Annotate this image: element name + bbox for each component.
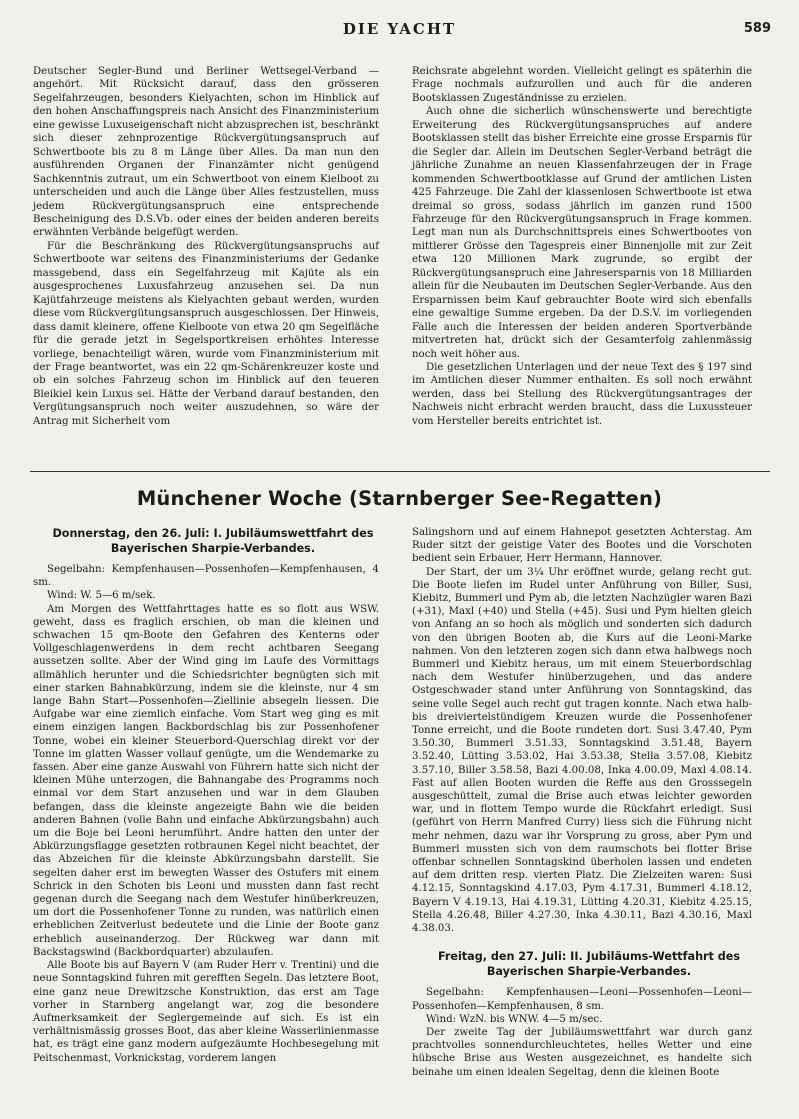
paragraph: Der Start, der um 3¼ Uhr eröffnet wurde, gelang recht gut. Die Boote liefen im Rudel unter Anführung von Biller, Susi, Kiebitz, Bummerl und Pym ab, die letzten Nachzügler waren Bazi (+31), Maxl (+40) und Stella (+45). Susi und Pym hielten gleich von Anfang an so hoch als möglich und sonderten sich dadurch von den übrigen Booten ab, die Kurs auf die Leoni-Marke nahmen. Von den letzteren zogen sich dann etwa halbwegs noch Bummerl und Kiebitz heraus, um mit einem Steuerbordschlag nach dem Westufer hinüberzugehen, und das andere Ostgeschwader stand unter Anführung von Sonntagskind, das seine volle Segel auch recht gut tragen konnte. Nach etwa halb- bis dreiviertelstündigem Kreuzen wurde die Possenhofener Tonne erreicht, und die Boote rundeten dort. Susi 3.47.40, Pym 3.50.30, Bummerl 3.51.33, Sonntagskind 3.51.48, Bayern 3.52.40, Lütting 3.53.02, Hai 3.53.38, Stella 3.57.08, Kiebitz 3.57.10, Biller 3.58.58, Bazi 4.00.08, Inka 4.00.09, Maxl 4.08.14. Fast auf allen Booten wurden die Reffe aus den Grosssegeln ausgeschüttelt, zumal die Brise auch etwas leichter geworden war, und in flottem Tempo wurde die Rückfahrt erledigt. Susi (geführt von Herrn Manfred Curry) liess sich die Führung nicht mehr nehmen, dazu war ihr Vorsprung zu gross, aber Pym und Bummerl mussten sich von dem raumschots bei flotter Brise offenbar schnellen Sonntagskind überholen lassen und endeten auf dem dritten resp. vierten Platz. Die Zielzeiten waren: Susi 4.12.15, Sonntagskind 4.17.03, Pym 4.17.31, Bummerl 4.18.12, Bayern V 4.19.13, Hai 4.19.31, Lütting 4.20.31, Kiebitz 4.25.15, Stella 4.26.48, Biller 4.27.30, Inka 4.30.11, Bazi 4.30.16, Maxl 4.38.03. bbox=[412, 566, 752, 935]
paragraph: Für die Beschränkung des Rückvergütungsanspruchs auf Schwertboote war seitens des Finanzministeriums der Gedanke massgebend, dass ein Segelfahrzeug mit Kajüte als ein ausgesprochenes Luxusfahrzeug anzusehen sei. Da nun Kajütfahrzeuge meistens als Kielyachten gebaut werden, wurden diese vom Rückvergütungsanspruch ausgeschlossen. Der Hinweis, dass damit kleinere, offene Kielboote von etwa 20 qm Segelfläche für die gerade jetzt in Segelsportkreisen erhöhtes Interesse vorliege, benachteiligt wären, wurde vom Finanzministerium mit der Frage beantwortet, was ein 22 qm-Schärenkreuzer koste und ob ein solches Fahrzeug schon im Hinblick auf den teueren Bleikiel kein Luxus sei. Hätte der Verband darauf bestanden, den Vergütungsanspruch noch weiter auszudehnen, so wäre der Antrag mit Sicherheit vom bbox=[33, 240, 379, 427]
wind-line: Wind: WzN. bis WNW. 4—5 m/sec. bbox=[426, 1013, 603, 1025]
spacer bbox=[33, 556, 379, 563]
paragraph: Auch ohne die sicherlich wünschenswerte und berechtigte Erweiterung des Rückvergütungsanspruches auf andere Bootsklassen stellt das bisher Erreichte eine grosse Ersparnis für die Segler dar. Allein im Deutschen Segler-Verband beträgt die jährliche Zunahme an neuen Klassenfahrzeugen der in Frage kommenden Schwertbootklasse auf Grund der amtlichen Listen 425 Fahrzeuge. Die Zahl der klassenlosen Schwertboote ist etwa dreimal so gross, sodass jährlich im ganzen rund 1500 Fahrzeuge für den Rückvergütungsanspruch in Frage kommen. Legt man nun als Durchschnittspreis eines Schwertbootes von mittlerer Grösse den Tagespreis einer Binnenjolle mit zur Zeit etwa 120 Millionen Mark zugrunde, so ergibt der Rückvergütungsanspruch eine Jahresersparnis von 18 Milliarden allein für die Neubauten im Deutschen Segler-Verbande. Aus den Ersparnissen beim Kauf gebrauchter Boote wird sich ebenfalls eine gewaltige Summe ergeben. Da der D.S.V. im vorliegenden Falle auch die Interessen der beiden anderen Sportverbände mitvertreten hat, drückt sich der Gesamterfolg zahlenmässig noch weit höher aus. bbox=[412, 106, 752, 360]
paragraph: Am Morgen des Wettfahrttages hatte es so flott aus WSW. geweht, dass es fraglich erschien, ob man die kleinen und schwachen 15 qm-Boote den Gefahren des Kenterns oder Vollgeschlagenwerdens in dem recht achtbaren Seegang aussetzen sollte. Aber der Wind ging im Laufe des Vormittags allmählich herunter und die Schiedsrichter begnügten sich mit einer starken Bahnabkürzung, indem sie die kleinste, nur 4 sm lange Bahn Start—Possenhofen—Ziellinie absegeln liessen. Die Aufgabe war eine ziemlich einfache. Vom Start weg ging es mit einem einzigen langen Backbordschlag bis zur Possenhofener Tonne, wobei ein kleiner Steuerbord-Querschlag direkt vor der Tonne im glatten Wasser vollauf genügte, um die Wendemarke zu fassen. Aber eine ganze Auswahl von Führern hatte sich nicht der kleinen Mühe unterzogen, die Bahnangabe des Programms noch einmal vor dem Start anzusehen und war in dem Glauben befangen, dass die kleinste angezeigte Bahn wie die beiden anderen Bahnen (volle Bahn und einfache Abkürzungsbahn) auch um die Boje bei Leoni herumführt. Andre hatten den unter der Abkürzungsflagge gesetzten rotbraunen Kegel nicht beachtet, der das Abzeichen für die kleinste Abkürzungsbahn darstellt. Sie segelten daher erst im bewegten Wasser des Ostufers mit einem Schrick in den Schoten bis Leoni und mussten dann fast recht gegenan durch die Seegang nach dem Westufer hinüberkreuzen, um dort die Possenhofener Tonne zu runden, was natürlich einen erheblichen Zeitverlust bedeutete und die Linie der Boote ganz erheblich auseinanderzog. Der Rückweg war dann mit Backstagswind (Backbordquarter) abzulaufen. bbox=[33, 603, 379, 958]
race-heading: Donnerstag, den 26. Juli: I. Jubiläumswettfahrt des bbox=[52, 527, 374, 540]
top-right-column bbox=[412, 65, 752, 428]
spacer bbox=[412, 979, 752, 986]
journal-title: DIE YACHT bbox=[342, 20, 457, 38]
page-number: 589 bbox=[743, 21, 771, 36]
paragraph: Deutscher Segler-Bund und Berliner Wettsegel-Verband — angehört. Mit Rücksicht darauf, dass den grösseren Segelfahrzeugen, besonders Kielyachten, schon im Hinblick auf den hohen Anschaffungspreis nach Ansicht des Finanzministerium eine gewisse Luxuseigenschaft nicht abzusprechen ist, beschränkt sich dieser zehnprozentige Rückvergütungsanspruch auf Schwertboote bis zu 8 m Länge über Alles. Da man nun den ausführenden Organen der Finanzämter nicht genügend Sachkenntnis zutraut, um ein Schwertboot von einem Kielboot zu unterscheiden und auch die Länge über Alles festzustellen, muss jedem Rückvergütungsanspruch eine entsprechende Bescheinigung des D.S.Vb. oder eines der beiden anderen bereits erwähnten Verbände beigefügt werden. bbox=[33, 66, 379, 239]
race-heading: Freitag, den 27. Juli: II. Jubiläums-Wettfahrt des bbox=[437, 950, 741, 964]
course-line: Segelbahn: Kempfenhausen—Leoni—Possenhofen—Leoni—Possenhofen—Kempfenhausen, 8 sm. bbox=[412, 987, 752, 1012]
course-line: Segelbahn: Kempfenhausen—Possenhofen—Kempfenhausen, 4 sm. bbox=[33, 564, 379, 589]
spacer bbox=[412, 935, 752, 949]
race-heading: Bayerischen Sharpie-Verbandes. bbox=[110, 542, 316, 555]
race-heading: Bayerischen Sharpie-Verbandes. bbox=[486, 965, 692, 979]
wind-line: Wind: W. 5—6 m/sek. bbox=[47, 590, 156, 602]
section-title: Münchener Woche (Starnberger See-Regatten) bbox=[136, 487, 663, 510]
top-left-column bbox=[33, 65, 379, 428]
paragraph: Salingshorn und auf einem Hahnepot gesetzten Achterstag. Am Ruder sitzt der geistige Vater des Bootes und die Vorschoten bedient sein Erbauer, Herr Hermann, Hannover. bbox=[412, 527, 752, 565]
paragraph: Der zweite Tag der Jubiläumswettfahrt war durch ganz prachtvolles sonnendurchleuchtetes, helles Wetter und eine hübsche Brise aus Westen ausgezeichnet, es handelte sich beinahe um einen idealen Segeltag, denn die kleinen Boote bbox=[412, 1026, 752, 1078]
paragraph: Alle Boote bis auf Bayern V (am Ruder Herr v. Trentini) und die neue Sonntagskind fuhren mit gerefften Segeln. Das letztere Boot, eine ganz neue Drewitzsche Konstruktion, das erst am Tage vorher in Starnberg angelangt war, zog die besondere Aufmerksamkeit der Seglergemeinde auf sich. Es ist ein verhältnismässig grosses Boot, das aber kleine Wasserlinienmasse hat, es trägt eine ganz modern aufgezäumte Hochbesegelung mit Peitschenmast, Vorknickstag, vorderem langen bbox=[33, 960, 379, 1064]
section-divider bbox=[30, 471, 770, 472]
lower-right-column bbox=[412, 526, 752, 1079]
lower-left-column bbox=[33, 526, 379, 1065]
paragraph: Die gesetzlichen Unterlagen und der neue Text des § 197 sind im Amtlichen dieser Nummer enthalten. Es soll noch erwähnt werden, dass bei Stellung des Rückvergütungsantrages der Nachweis nicht erbracht werden braucht, dass die Luxussteuer vom Hersteller bereits entrichtet ist. bbox=[412, 361, 752, 427]
paragraph: Reichsrate abgelehnt worden. Vielleicht gelingt es späterhin die Frage nochmals aufzurollen und auch für die anderen Bootsklassen Zugeständnisse zu erzielen. bbox=[412, 66, 752, 104]
